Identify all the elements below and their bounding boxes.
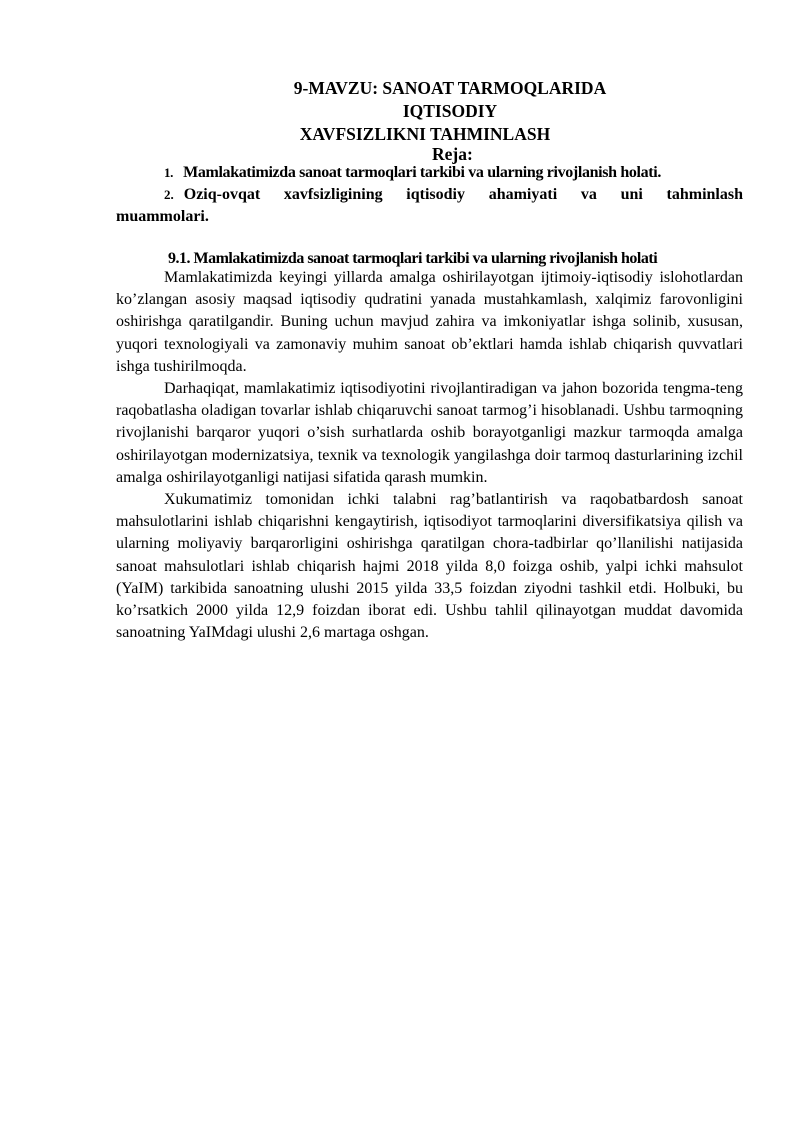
plan-item-text: Mamlakatimizda sanoat tarmoqlari tarkibi va ularning rivojlanish holati. [183, 164, 661, 181]
paragraph: Mamlakatimizda keyingi yillarda amalga oshirilayotgan ijtimoiy-iqtisodiy islohotlardan ko’zlangan asosiy maqsad iqtisodiy qudratini yanada mustahkamlash, xalqimiz farovonligini oshirishga qaratilgandir. Buning uchun mavjud zahira va imkoniyatlar ishga solinib, xususan, yuqori texnologiyali va zamonaviy muhim sanoat ob’ektlari hamda ishlab chiqarish quvvatlari ishga tushirilmoqda. [116, 269, 743, 375]
paragraph: Xukumatimiz tomonidan ichki talabni rag’batlantirish va raqobatbardosh sanoat mahsulotlarini ishlab chiqarishni kengaytirish, iqtisodiyot tarmoqlarini diversifikatsiya qilish va ularning moliyaviy barqarorligini oshirishga qaratilgan chora-tadbirlar qo’llanilishi natijasida sanoat mahsulotlari ishlab chiqarish hajmi 2018 yilda 8,0 foizga oshib, yalpi ichki mahsulot (YaIM) tarkibida sanoatning ulushi 2015 yilda 33,5 foizdan ziyodni tashkil etdi. Holbuki, bu ko’rsatkich 2000 yilda 12,9 foizdan iborat edi. Ushbu tahlil qilinayotgan muddat davomida sanoatning YaIMdagi ulushi 2,6 martaga oshgan. [116, 491, 743, 642]
plan-list [116, 162, 743, 228]
plan-item [116, 184, 743, 206]
plan-item-number: 2. [164, 187, 174, 202]
section-heading: 9.1. Mamlakatimizda sanoat tarmoqlari tarkibi va ularning rivojlanish holati [168, 250, 658, 267]
plan-item-text: Oziq-ovqat xavfsizligining iqtisodiy ahamiyati va uni tahminlash [183, 186, 743, 203]
plan-heading: Reja: [432, 144, 473, 164]
plan-item-continuation: muammolari. [116, 208, 209, 225]
plan-item [116, 162, 743, 184]
title-line-1: 9-MAVZU: SANOAT TARMOQLARIDA IQTISODIY [293, 78, 607, 121]
plan-item-number: 1. [164, 165, 174, 180]
title-line-2: XAVFSIZLIKNI TAHMINLASH [299, 124, 551, 144]
document-title [150, 77, 650, 146]
body-text [116, 267, 743, 644]
paragraph: Darhaqiqat, mamlakatimiz iqtisodiyotini rivojlantiradigan va jahon bozorida tengma-teng raqobatlasha oladigan tovarlar ishlab chiqaruvchi sanoat tarmog’i hisoblanadi. Ushbu tarmoqning rivojlanishi barqaror yuqori o’sish surhatlarda oshib borayotganligi mazkur tarmoqda amalga oshirilayotgan modernizatsiya, texnik va texnologik yangilashga doir tarmoq dasturlarining izchil amalga oshirilayotganligi natijasi sifatida qarash mumkin. [116, 380, 743, 486]
